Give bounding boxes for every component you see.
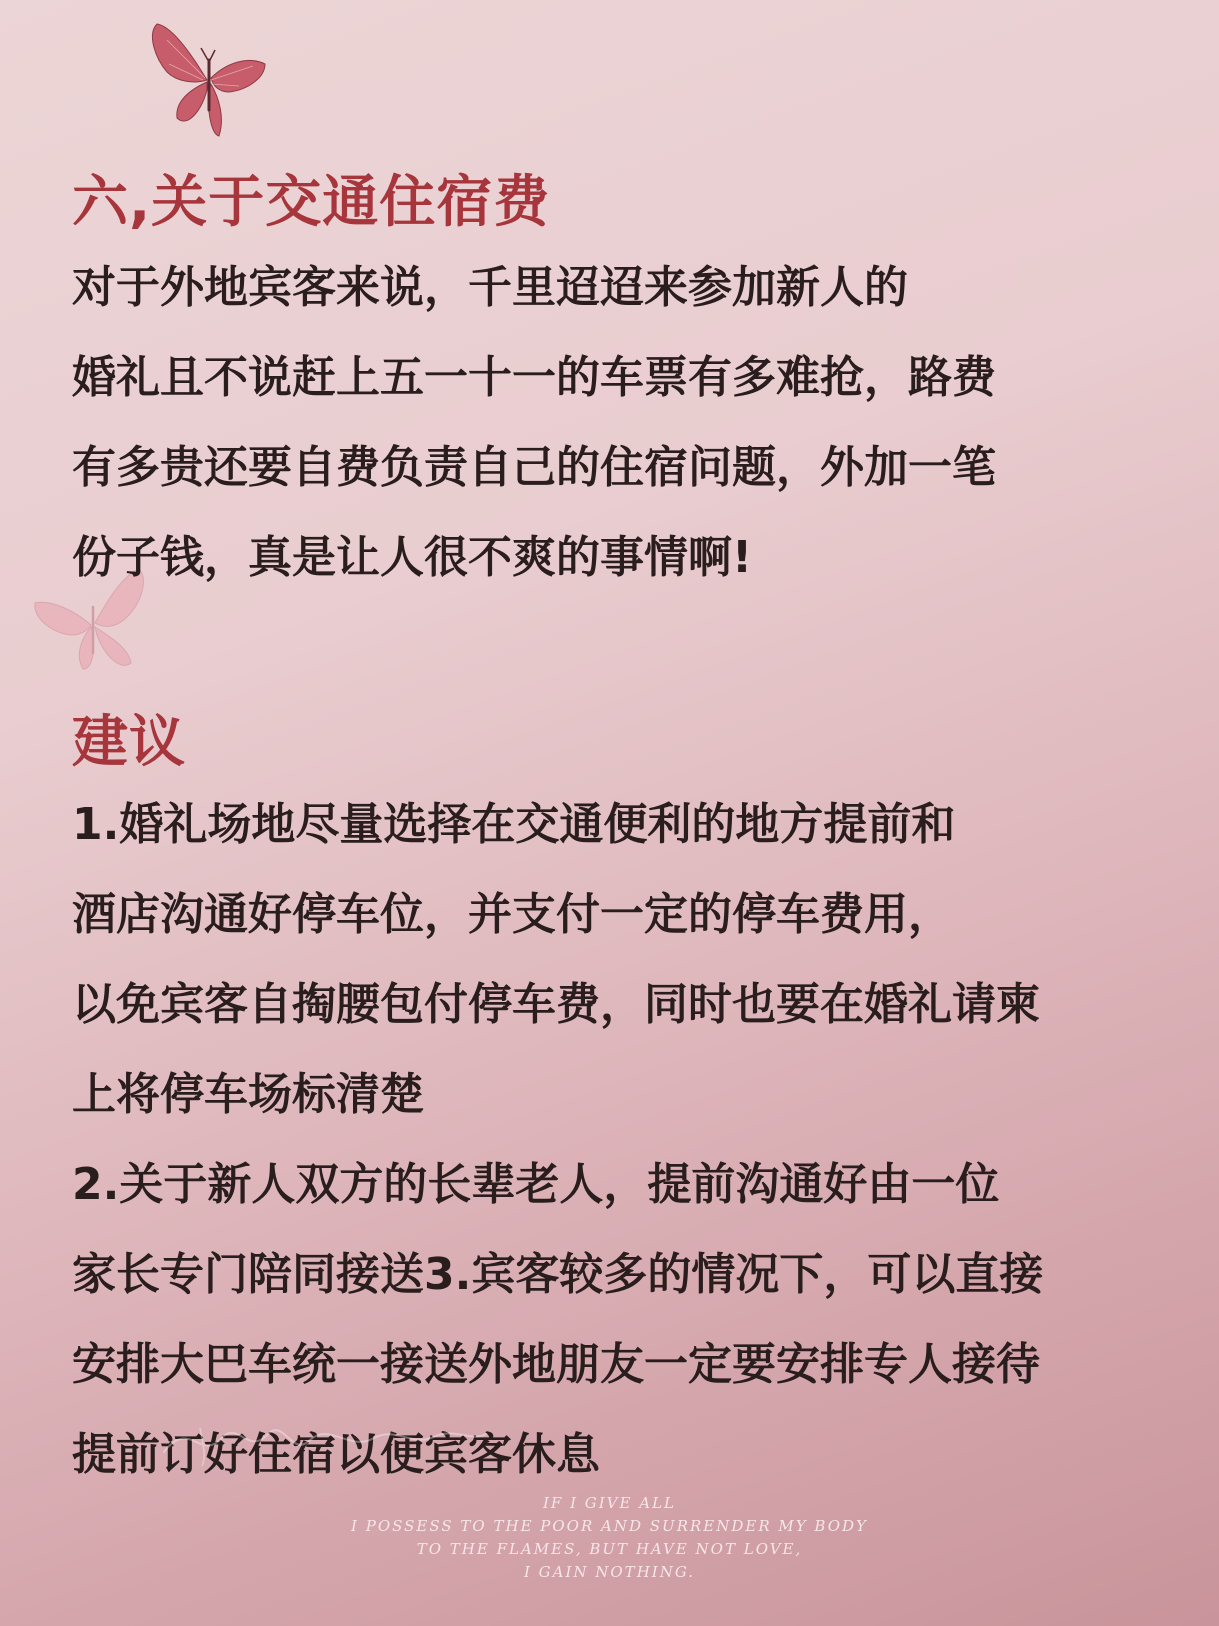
butterfly-icon	[148, 20, 270, 138]
quote-line: I POSSESS TO THE POOR AND SURRENDER MY BODY	[351, 1517, 868, 1535]
quote-line: I GAIN NOTHING.	[523, 1563, 696, 1581]
quote-line: TO THE FLAMES, BUT HAVE NOT LOVE,	[416, 1540, 803, 1558]
english-quote	[0, 1492, 1219, 1584]
section-body-transport-accommodation: 对于外地宾客来说，千里迢迢来参加新人的 婚礼且不说赶上五一十一的车票有多难抢，路费 有多贵还要自费负责自己的住宿问题，外加一笔 份子钱，真是让人很不爽的事情啊!	[72, 262, 996, 583]
section-body-suggestions: 1.婚礼场地尽量选择在交通便利的地方提前和 酒店沟通好停车位，并支付一定的停车费用， 以免宾客自掏腰包付停车费，同时也要在婚礼请柬 上将停车场标清楚 2.关于新人双方的长辈老人，提前沟通好由一位 家长专门陪同接送3.宾客较多的情况下，可以直接 安排大巴车统一接送外地朋友一定要安排专人接待 提前订好住宿以便宾客休息	[72, 799, 1044, 1480]
signature-scribble	[160, 1408, 490, 1468]
quote-line: IF I GIVE ALL	[542, 1494, 676, 1512]
section-title-suggestions: 建议	[72, 710, 186, 775]
section-title-transport-accommodation: 六,关于交通住宿费	[72, 170, 551, 235]
